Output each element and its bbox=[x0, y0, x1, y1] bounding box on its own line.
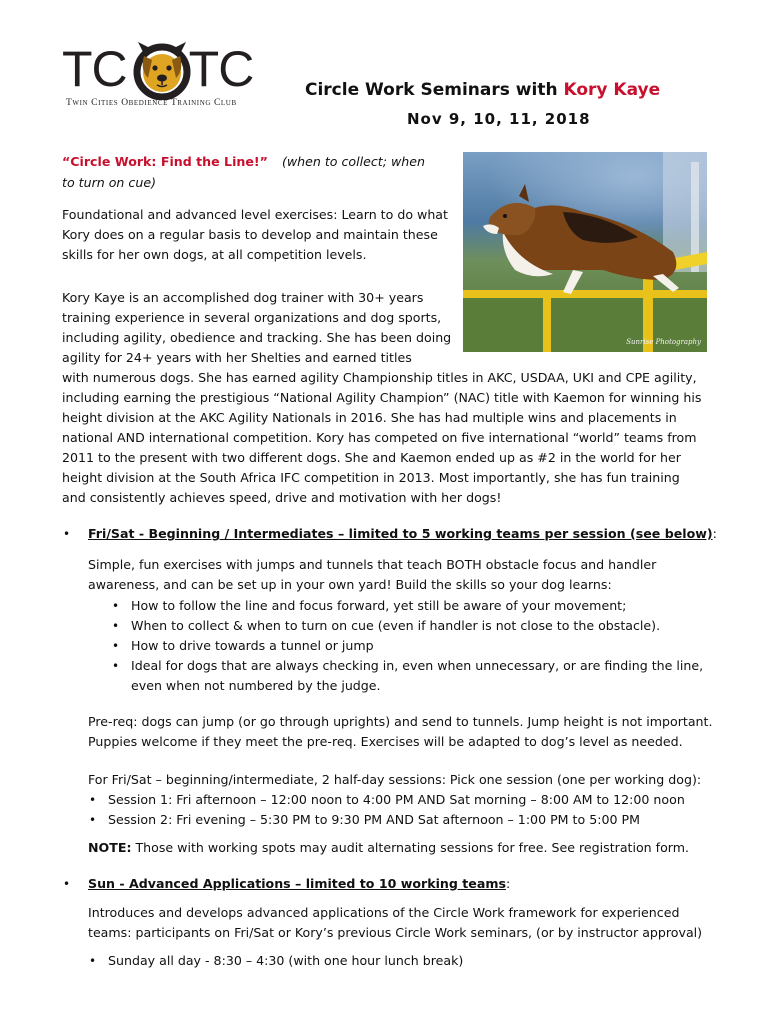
bullet-icon: • bbox=[89, 793, 97, 807]
intro-paragraph-line: skills for her own dogs, at all competition levels. bbox=[62, 247, 367, 262]
tcotc-logo bbox=[62, 41, 272, 112]
bio-line: height division at the South Africa IFC competition in 2013. Most importantly, she has fun training bbox=[62, 470, 680, 485]
section-desc-line: Introduces and develops advanced applications of the Circle Work framework for experienced bbox=[88, 905, 680, 920]
bio-line: training experience in several organizations and dog sports, bbox=[62, 310, 442, 325]
bio-line: with numerous dogs. She has earned agility Championship titles in AKC, USDAA, UKI and CPE agility, bbox=[62, 370, 697, 385]
bullet-icon: • bbox=[63, 527, 71, 541]
section-desc-line: Simple, fun exercises with jumps and tunnels that teach BOTH obstacle focus and handler bbox=[88, 557, 657, 572]
bio-line: and consistently achieves speed, drive and motivation with her dogs! bbox=[62, 490, 502, 505]
bullet-icon: • bbox=[112, 619, 120, 633]
bio-line: including earning the prestigious “National Agility Champion” (NAC) title with Kaemon for winning his bbox=[62, 390, 702, 405]
sheltie-agility-photo bbox=[463, 152, 707, 352]
skill-item: When to collect & when to turn on cue (even if handler is not close to the obstacle). bbox=[131, 618, 661, 633]
section-desc-line: awareness, and can be set up in your own yard! Build the skills so your dog learns: bbox=[88, 577, 612, 592]
bio-line: including agility, obedience and tracking. She has been doing bbox=[62, 330, 452, 345]
intro-paragraph-line: Kory does on a regular basis to develop and maintain these bbox=[62, 227, 438, 242]
section-heading-fri-sat: Fri/Sat - Beginning / Intermediates – limited to 5 working teams per session (see below) bbox=[88, 526, 713, 541]
logo-letters-left: TC bbox=[62, 41, 127, 97]
prereq-line: Puppies welcome if they meet the pre-req. Exercises will be adapted to dog’s level as needed. bbox=[88, 734, 683, 749]
bullet-icon: • bbox=[63, 877, 71, 891]
audit-note: NOTE: Those with working spots may audit alternating sessions for free. See registration form. bbox=[88, 840, 690, 855]
instructor-name: Kory Kaye bbox=[563, 80, 661, 100]
bio-line: 2011 to the present with two different dogs. She and Kaemon ended up as #2 in the world for her bbox=[62, 450, 681, 465]
seminar-subtitle-note: (when to collect; when bbox=[281, 154, 426, 169]
section-desc-line: teams: participants on Fri/Sat or Kory’s previous Circle Work seminars, (or by instructor approval) bbox=[88, 925, 703, 940]
logo-subtitle: Twin Cities Obedience Training Club bbox=[66, 98, 237, 108]
seminar-subtitle: “Circle Work: Find the Line!” bbox=[62, 154, 268, 169]
section-heading-sun: Sun - Advanced Applications – limited to 10 working teams bbox=[88, 876, 506, 891]
bio-line: height division at the AKC Agility Nationals in 2016. She has had multiple wins and placements in bbox=[62, 410, 677, 425]
photo-credit: Sunrise Photography bbox=[626, 338, 701, 346]
skill-item: How to drive towards a tunnel or jump bbox=[131, 638, 374, 653]
skill-item-cont: even when not numbered by the judge. bbox=[131, 678, 381, 693]
bullet-icon: • bbox=[112, 599, 120, 613]
bullet-icon: • bbox=[89, 813, 97, 827]
dog-face-icon bbox=[130, 40, 194, 100]
bullet-icon: • bbox=[112, 639, 120, 653]
seminar-dates: Nov 9, 10, 11, 2018 bbox=[407, 110, 591, 128]
skill-item: How to follow the line and focus forward, yet still be aware of your movement; bbox=[131, 598, 627, 613]
bio-line: Kory Kaye is an accomplished dog trainer with 30+ years bbox=[62, 290, 424, 305]
prereq-line: Pre-req: dogs can jump (or go through uprights) and send to tunnels. Jump height is not important. bbox=[88, 714, 713, 729]
bio-line: agility for 24+ years with her Shelties and earned titles bbox=[62, 350, 412, 365]
session-item: Session 2: Fri evening – 5:30 PM to 9:30 PM AND Sat afternoon – 1:00 PM to 5:00 PM bbox=[108, 812, 640, 827]
bullet-icon: • bbox=[89, 954, 97, 968]
intro-paragraph-line: Foundational and advanced level exercises: Learn to do what bbox=[62, 207, 448, 222]
note-label: NOTE: bbox=[88, 840, 132, 855]
sunday-schedule: Sunday all day - 8:30 – 4:30 (with one hour lunch break) bbox=[108, 953, 464, 968]
bio-line: national AND international competition. Kory has competed on five international “world” teams from bbox=[62, 430, 697, 445]
logo-letters-right: TC bbox=[188, 41, 254, 97]
sessions-intro: For Fri/Sat – beginning/intermediate, 2 half-day sessions: Pick one session (one per working dog): bbox=[88, 772, 702, 787]
page-title: Circle Work Seminars with Kory Kaye bbox=[305, 80, 661, 100]
skill-item: Ideal for dogs that are always checking in, even when unnecessary, or are finding the line, bbox=[131, 658, 704, 673]
seminar-subtitle-note-cont: to turn on cue) bbox=[62, 175, 156, 190]
bullet-icon: • bbox=[112, 659, 120, 673]
session-item: Session 1: Fri afternoon – 12:00 noon to 4:00 PM AND Sat morning – 8:00 AM to 12:00 noon bbox=[108, 792, 685, 807]
